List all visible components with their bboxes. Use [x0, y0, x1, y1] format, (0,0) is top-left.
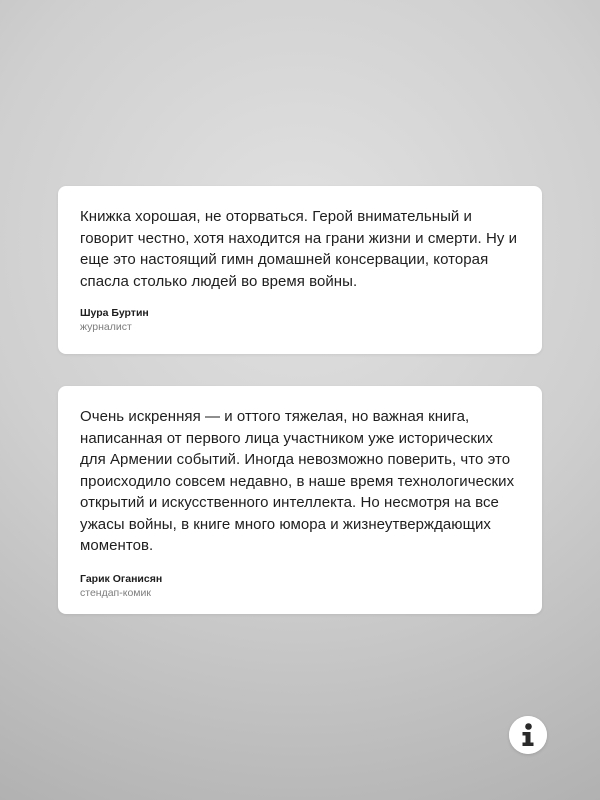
info-icon [509, 716, 547, 754]
review-quote: Книжка хорошая, не оторваться. Герой внимательный и говорит честно, хотя находится на грани жизни и смерти. Ну и еще это настоящий гимн домашней консервации, которая спасла столько людей во время войны. [80, 208, 518, 290]
review-author-name: Гарик Оганисян [80, 572, 163, 585]
review-card-shura-burtin [58, 186, 542, 354]
review-author-role: стендап-комик [80, 586, 151, 599]
review-author-role: журналист [80, 321, 132, 333]
review-card-garik-oganisyan [58, 386, 542, 614]
review-quote: Очень искренняя — и оттого тяжелая, но важная книга, написанная от первого лица участником уже исторических для Армении событий. Иногда невозможно поверить, что это происходило совсем недавно, в наше время технологических открытий и искусственного интеллекта. Но несмотря на все ужасы войны, в книге много юмора и жизнеутверждающих моментов. [80, 408, 515, 554]
review-author-name: Шура Буртин [80, 307, 149, 319]
info-button[interactable] [509, 716, 547, 754]
